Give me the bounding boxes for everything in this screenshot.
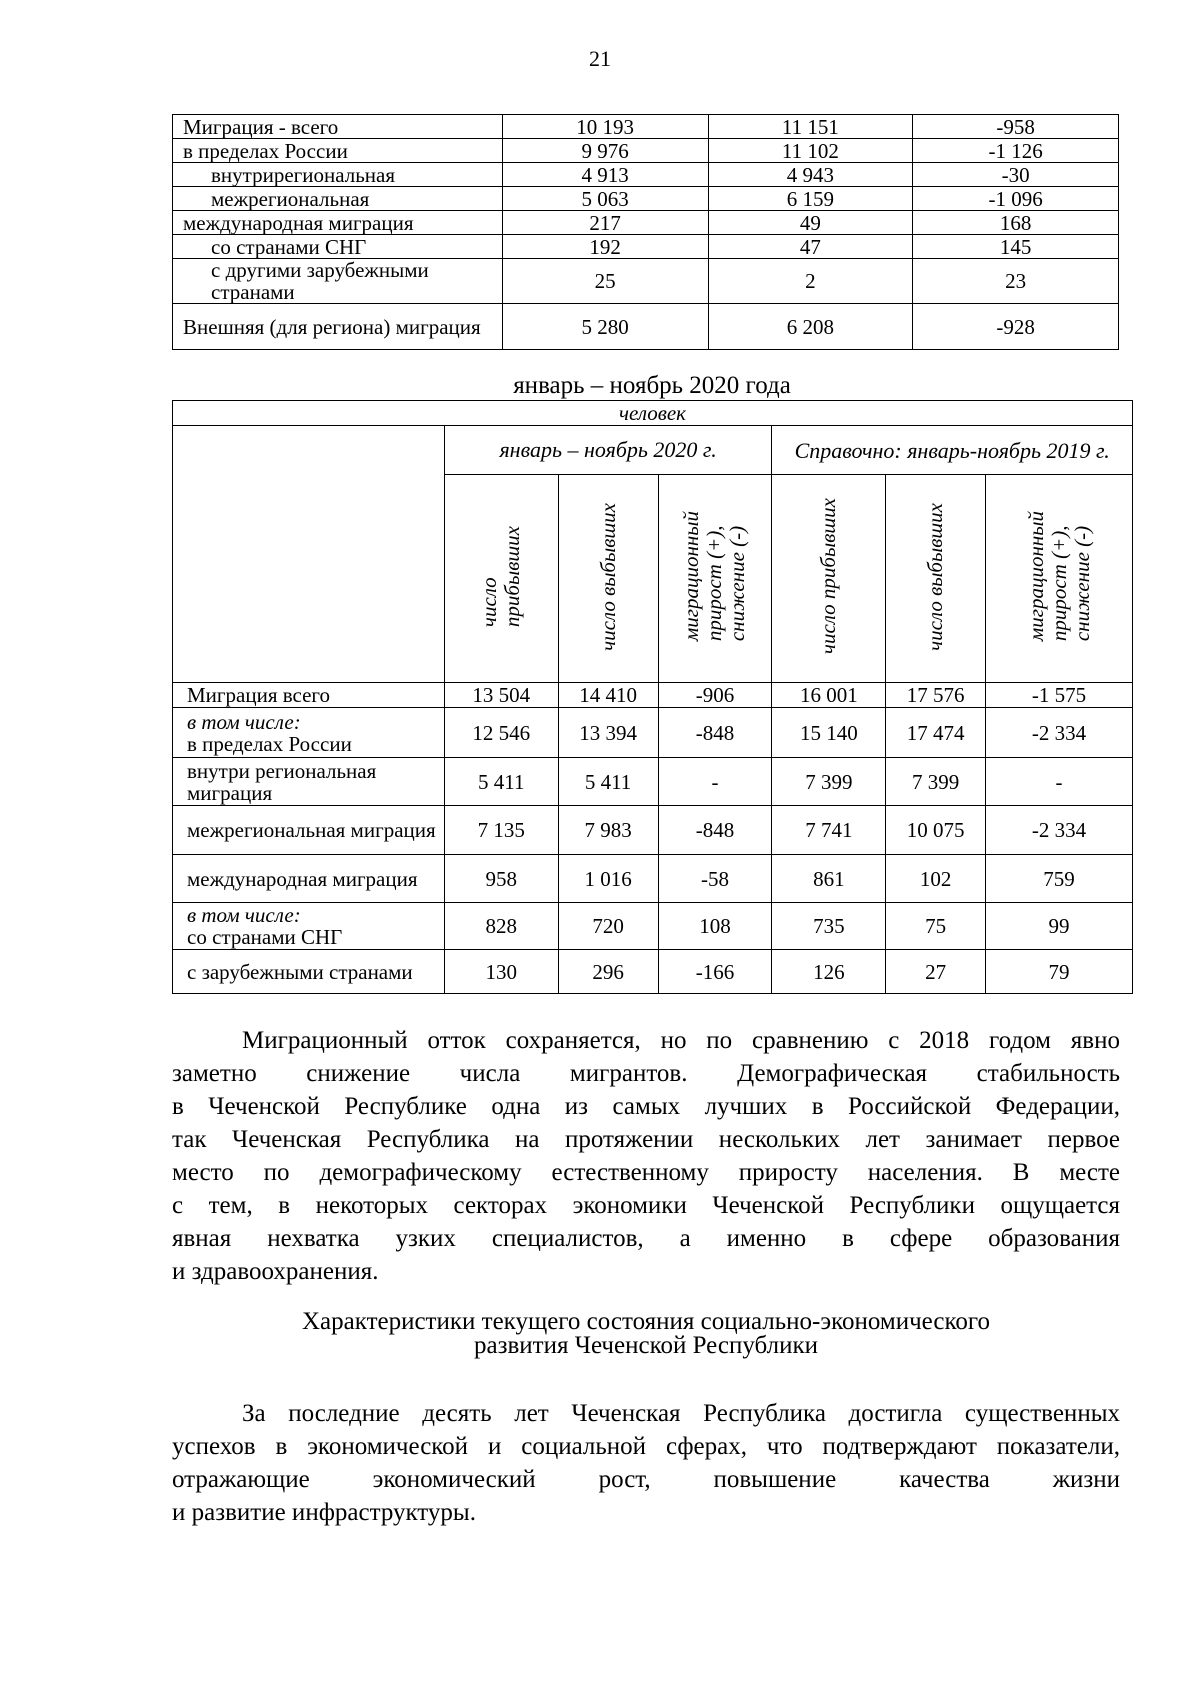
cell-value: 13 394 — [558, 708, 658, 758]
text-line: успехов в экономической и социальной сферах, что подтверждают показатели, — [172, 1433, 1120, 1460]
cell-value: 14 410 — [558, 683, 658, 708]
page-number: 21 — [589, 46, 611, 71]
cell-value: 102 — [886, 855, 986, 903]
cell-value: 828 — [444, 903, 558, 950]
cell-value: 11 151 — [708, 115, 913, 139]
table-row — [173, 259, 1119, 304]
table-row — [173, 758, 1133, 806]
cell-value: 15 140 — [772, 708, 886, 758]
cell-value: 759 — [986, 855, 1133, 903]
row-label — [173, 806, 445, 855]
row-label-text: со странами СНГ — [187, 925, 343, 949]
table-row — [173, 115, 1119, 139]
cell-value: 217 — [502, 211, 708, 235]
cell-value: -958 — [913, 115, 1119, 139]
migration-table-summary — [172, 114, 1119, 350]
cell-value: -848 — [658, 806, 772, 855]
column-header — [886, 475, 986, 683]
cell-value: 6 159 — [708, 187, 913, 211]
cell-value: 2 — [708, 259, 913, 304]
cell-value: 735 — [772, 903, 886, 950]
cell-value: 11 102 — [708, 139, 913, 163]
row-label: международная миграция — [173, 211, 503, 235]
text-line: и здравоохранения. — [172, 1258, 379, 1285]
row-label: Миграция - всего — [173, 115, 503, 139]
cell-value: -848 — [658, 708, 772, 758]
cell-value: 25 — [502, 259, 708, 304]
cell-value: 958 — [444, 855, 558, 903]
cell-value: 27 — [886, 950, 986, 994]
row-label-text: с зарубежными странами — [187, 959, 413, 984]
cell-value: 13 504 — [444, 683, 558, 708]
row-label — [173, 683, 445, 708]
text-line: За последние десять лет Чеченская Республика достигла существенных — [242, 1400, 1120, 1427]
column-header — [986, 475, 1133, 683]
table-row — [173, 304, 1119, 350]
cell-value: 79 — [986, 950, 1133, 994]
table-row — [173, 806, 1133, 855]
text-line: в Чеченской Республике одна из самых лучших в Российской Федерации, — [172, 1093, 1120, 1120]
cell-value: 10 075 — [886, 806, 986, 855]
cell-value: 1 016 — [558, 855, 658, 903]
cell-value: 7 983 — [558, 806, 658, 855]
cell-value: 126 — [772, 950, 886, 994]
table-caption: январь – ноябрь 2020 года — [513, 372, 791, 399]
row-label: внутрирегиональная — [173, 163, 503, 187]
cell-value: 720 — [558, 903, 658, 950]
row-label-text: межрегиональная миграция — [187, 818, 436, 842]
cell-value: 17 576 — [886, 683, 986, 708]
cell-value: 7 399 — [772, 758, 886, 806]
cell-value: - — [658, 758, 772, 806]
row-sublabel: в том числе: — [187, 903, 301, 927]
cell-value: -58 — [658, 855, 772, 903]
column-header-text: число прибывших — [477, 525, 525, 628]
cell-value: 75 — [886, 903, 986, 950]
cell-value: 130 — [444, 950, 558, 994]
cell-value: -2 334 — [986, 708, 1133, 758]
table-row — [173, 163, 1119, 187]
text-line: и развитие инфраструктуры. — [172, 1499, 476, 1526]
cell-value: 7 135 — [444, 806, 558, 855]
text-line: так Чеченская Республика на протяжении нескольких лет занимает первое — [172, 1126, 1120, 1153]
table-row — [173, 683, 1133, 708]
cell-value: 5 280 — [502, 304, 708, 350]
cell-value: 4 913 — [502, 163, 708, 187]
column-header-text: число выбывших — [595, 502, 620, 651]
text-line: явная нехватка узких специалистов, а именно в сфере образования — [172, 1225, 1120, 1252]
cell-value: 7 741 — [772, 806, 886, 855]
paragraph-migration — [172, 1024, 1120, 1288]
row-label: межрегиональная — [173, 187, 503, 211]
text-line: отражающие экономический рост, повышение качества жизни — [172, 1466, 1120, 1493]
cell-value: 12 546 — [444, 708, 558, 758]
table-row — [173, 950, 1133, 994]
cell-value: -166 — [658, 950, 772, 994]
column-header — [772, 475, 886, 683]
text-line: с тем, в некоторых секторах экономики Чеченской Республики ощущается — [172, 1192, 1120, 1219]
cell-value: 5 411 — [558, 758, 658, 806]
cell-value: 49 — [708, 211, 913, 235]
cell-value: -1 126 — [913, 139, 1119, 163]
cell-value: -2 334 — [986, 806, 1133, 855]
row-label: в пределах России — [173, 139, 503, 163]
column-header-text: миграционный прирост (+), снижение (-) — [679, 511, 750, 642]
cell-value: 5 411 — [444, 758, 558, 806]
table-row — [173, 139, 1119, 163]
cell-value: 296 — [558, 950, 658, 994]
table-row — [173, 903, 1133, 950]
cell-value: 47 — [708, 235, 913, 259]
column-header-text: число выбывших — [923, 502, 948, 651]
column-header-text: миграционный прирост (+), снижение (-) — [1023, 511, 1094, 642]
table-row — [173, 235, 1119, 259]
paragraph-economy — [172, 1397, 1120, 1529]
heading-line: Характеристики текущего состояния социально-экономического — [302, 1308, 990, 1335]
row-label — [173, 758, 445, 806]
section-heading — [172, 1310, 1120, 1358]
cell-value: 6 208 — [708, 304, 913, 350]
cell-value: 4 943 — [708, 163, 913, 187]
row-label — [173, 855, 445, 903]
column-header — [558, 475, 658, 683]
cell-value: -1 096 — [913, 187, 1119, 211]
column-header-text: число прибывших — [816, 498, 841, 655]
row-label-text: международная миграция — [187, 866, 418, 891]
cell-value: 17 474 — [886, 708, 986, 758]
cell-value: 861 — [772, 855, 886, 903]
table-row — [173, 855, 1133, 903]
row-label — [173, 950, 445, 994]
row-label: со странами СНГ — [173, 235, 503, 259]
cell-value: -30 — [913, 163, 1119, 187]
column-header — [658, 475, 772, 683]
unit-label: человек — [173, 401, 1133, 426]
text-line: Миграционный отток сохраняется, но по сравнению с 2018 годом явно — [242, 1027, 1120, 1054]
cell-value: 99 — [986, 903, 1133, 950]
cell-value: 7 399 — [886, 758, 986, 806]
row-label-text: в пределах России — [187, 731, 352, 756]
cell-value: 23 — [913, 259, 1119, 304]
row-sublabel: в том числе: — [187, 709, 301, 734]
cell-value: 168 — [913, 211, 1119, 235]
table-row — [173, 187, 1119, 211]
row-label-text: Миграция всего — [187, 683, 331, 707]
cell-value: 192 — [502, 235, 708, 259]
table-row — [173, 708, 1133, 758]
table-row — [173, 211, 1119, 235]
heading-line: развития Чеченской Республики — [474, 1332, 818, 1359]
cell-value: 10 193 — [502, 115, 708, 139]
column-header — [444, 475, 558, 683]
row-label-text: внутри региональная миграция — [187, 758, 377, 805]
cell-value: 16 001 — [772, 683, 886, 708]
cell-value: 145 — [913, 235, 1119, 259]
text-line: заметно снижение числа мигрантов. Демографическая стабильность — [172, 1060, 1120, 1087]
row-label: Внешняя (для региона) миграция — [173, 304, 503, 350]
migration-table-detailed — [172, 400, 1133, 994]
row-label — [173, 708, 445, 758]
cell-value: 108 — [658, 903, 772, 950]
cell-value: -906 — [658, 683, 772, 708]
header-empty — [173, 426, 445, 683]
cell-value: 9 976 — [502, 139, 708, 163]
row-label: с другими зарубежными странами — [173, 259, 503, 304]
group-header-2019: Справочно: январь-ноябрь 2019 г. — [772, 426, 1133, 475]
text-line: место по демографическому естественному приросту населения. В месте — [172, 1159, 1120, 1186]
row-label — [173, 903, 445, 950]
cell-value: -928 — [913, 304, 1119, 350]
cell-value: 5 063 — [502, 187, 708, 211]
cell-value: -1 575 — [986, 683, 1133, 708]
group-header-2020: январь – ноябрь 2020 г. — [444, 426, 772, 475]
cell-value: - — [986, 758, 1133, 806]
